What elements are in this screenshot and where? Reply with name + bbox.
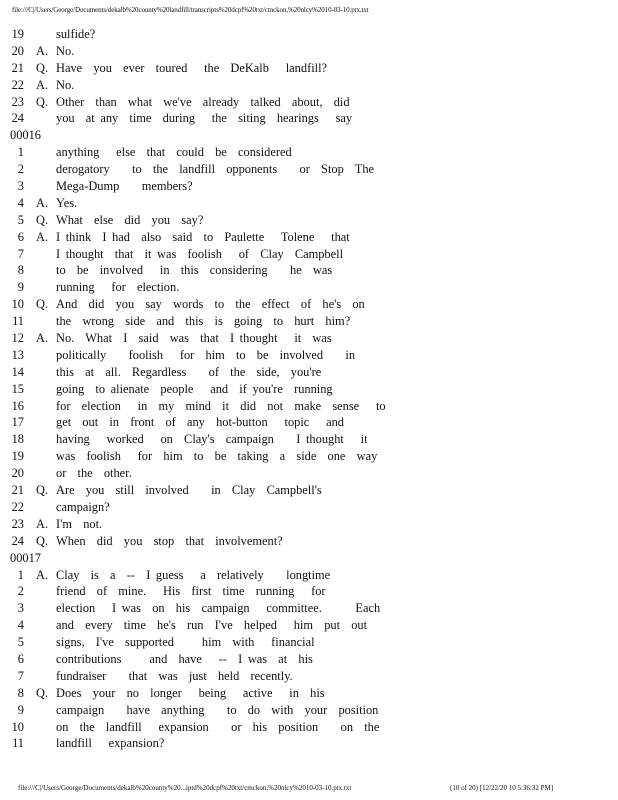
line-text: I'm not. [56,516,103,531]
speaker-marker: Q. [36,685,49,700]
line-text: No. [56,43,75,58]
line-number: 6 [17,229,24,244]
transcript-line [0,43,618,60]
line-text: sulfide? [56,27,96,41]
page-number: 00017 [10,550,41,565]
line-text: Clay is a -- I guess a relatively longtime [56,567,331,582]
line-number: 13 [11,347,24,362]
line-number: 20 [11,466,24,481]
line-number: 17 [11,415,24,430]
line-number: 10 [11,297,24,312]
line-number: 21 [11,483,24,498]
line-number: 9 [17,702,24,717]
line-number: 2 [17,162,24,177]
speaker-marker: Q. [36,60,49,75]
line-text: Other than what we've already talked about, did [56,94,350,109]
line-number: 12 [11,331,24,346]
line-text: get out in front of any hot-button topic and [56,415,344,430]
line-text: to be involved in this considering he was [56,263,333,278]
page-marker [0,127,618,144]
transcript-line [0,634,618,651]
line-number: 6 [17,651,24,666]
transcript-line [0,178,618,195]
line-number: 7 [17,668,24,683]
line-number: 11 [12,736,24,751]
speaker-marker: A. [36,331,49,346]
line-text: or the other. [56,466,132,481]
line-text: on the landfill expansion or his position on the [56,719,380,734]
line-number: 5 [17,212,24,227]
transcript-line [0,567,618,584]
line-number: 22 [11,499,24,514]
line-text: campaign? [56,499,110,514]
line-number: 24 [11,533,24,548]
transcript-line [0,26,618,43]
transcript-line [0,77,618,94]
line-number: 2 [17,584,24,599]
line-text: campaign have anything to do with your position [56,702,379,717]
transcript-line [0,60,618,77]
line-number: 7 [17,246,24,261]
transcript-line [0,600,618,617]
line-number: 22 [11,77,24,92]
transcript-line [0,516,618,533]
line-number: 20 [11,43,24,58]
transcript-line [0,448,618,465]
transcript-line [0,668,618,685]
page-number: 00016 [10,128,41,143]
speaker-marker: Q. [36,297,49,312]
line-text: and every time he's run I've helped him put out [56,618,368,633]
line-number: 19 [11,27,24,41]
line-number: 4 [17,195,24,210]
transcript-line [0,195,618,212]
transcript-line [0,533,618,550]
line-number: 3 [17,179,24,194]
transcript-line [0,313,618,330]
line-text: When did you stop that involvement? [56,533,283,548]
speaker-marker: A. [36,43,49,58]
line-text: you at any time during the siting hearings say [56,111,353,126]
footer-file-path: file:///C|/Users/George/Documents/dekalb%20county%20...iptd%20dcpf%20txt/cmckon,%20nlcy%2010-03-10.ptx.txt [18,784,352,792]
speaker-marker: A. [36,567,49,582]
line-number: 10 [11,719,24,734]
line-number: 23 [11,516,24,531]
speaker-marker: Q. [36,212,49,227]
transcript-line [0,685,618,702]
transcript-line [0,719,618,736]
line-number: 24 [11,111,24,126]
transcript-line [0,330,618,347]
transcript-line [0,161,618,178]
speaker-marker: Q. [36,483,49,498]
line-text: fundraiser that was just held recently. [56,668,293,683]
line-text: I think I had also said to Paulette Tolene that [56,229,350,244]
transcript-line [0,94,618,111]
line-number: 3 [17,601,24,616]
transcript-line [0,279,618,296]
line-text: Yes. [56,195,78,210]
line-text: No. [56,77,75,92]
speaker-marker: A. [36,229,49,244]
line-text: derogatory to the landfill opponents or Stop The [56,162,375,177]
line-text: And did you say words to the effect of he's on [56,297,365,312]
line-number: 1 [17,145,24,160]
line-text: running for election. [56,280,180,295]
line-text: anything else that could be considered [56,145,292,160]
footer-page-info: (10 of 20) [12/22/20 10 5:36:32 PM] [450,784,554,792]
page-marker [0,550,618,567]
line-text: politically foolish for him to be involved in [56,347,356,362]
transcript-line [0,212,618,229]
line-number: 18 [11,432,24,447]
transcript-line [0,651,618,668]
line-text: was foolish for him to be taking a side one way [56,449,378,464]
line-text: Have you ever toured the DeKalb landfill? [56,60,328,75]
line-text: Mega-Dump members? [56,179,193,194]
speaker-marker: A. [36,77,49,92]
line-number: 14 [11,364,24,379]
transcript-line [0,262,618,279]
line-text: Does your no longer being active in his [56,685,325,700]
line-text: I thought that it was foolish of Clay Campbell [56,246,344,261]
line-number: 4 [17,618,24,633]
transcript-line [0,465,618,482]
line-text: Are you still involved in Clay Campbell's [56,483,322,498]
line-text: going to alienate people and if you're running [56,381,333,396]
transcript-line [0,414,618,431]
speaker-marker: Q. [36,94,49,109]
speaker-marker: A. [36,195,49,210]
transcript-line [0,229,618,246]
line-number: 19 [11,449,24,464]
transcript-line [0,296,618,313]
transcript-line [0,364,618,381]
transcript-line [0,381,618,398]
transcript-line [0,499,618,516]
speaker-marker: A. [36,516,49,531]
transcript-line [0,482,618,499]
line-number: 15 [11,381,24,396]
transcript-line [0,617,618,634]
transcript-line [0,144,618,161]
line-text: the wrong side and this is going to hurt him? [56,314,351,329]
line-text: signs, I've supported him with financial [56,635,315,650]
line-number: 8 [17,685,24,700]
transcript-line [0,583,618,600]
line-number: 21 [11,60,24,75]
transcript-line [0,431,618,448]
transcript-line [0,246,618,263]
line-number: 23 [11,94,24,109]
line-number: 16 [11,398,24,413]
line-text: for election in my mind it did not make sense to [56,398,386,413]
line-text: contributions and have -- I was at his [56,651,313,666]
line-number: 1 [17,567,24,582]
line-text: having worked on Clay's campaign I thought it [56,432,368,447]
line-number: 8 [17,263,24,278]
transcript-line [0,347,618,364]
line-text: friend of mine. His first time running for [56,584,326,599]
transcript-body [0,26,618,752]
transcript-line [0,702,618,719]
line-text: election I was on his campaign committee. Each [56,601,381,616]
file-path-header: file:///C|/Users/George/Documents/dekalb%20county%20landfill/transcripts%20dcpf%20txt/cmckon,%20nlcy%2010-03-10.ptx.txt [12,6,369,14]
line-number: 9 [17,280,24,295]
line-number: 5 [17,635,24,650]
line-text: No. What I said was that I thought it was [56,331,332,346]
transcript-line [0,398,618,415]
line-text: What else did you say? [56,212,204,227]
speaker-marker: Q. [36,533,49,548]
transcript-line [0,110,618,127]
line-text: this at all. Regardless of the side, you're [56,364,322,379]
transcript-line [0,735,618,752]
line-number: 11 [12,314,24,329]
line-text: landfill expansion? [56,736,165,751]
